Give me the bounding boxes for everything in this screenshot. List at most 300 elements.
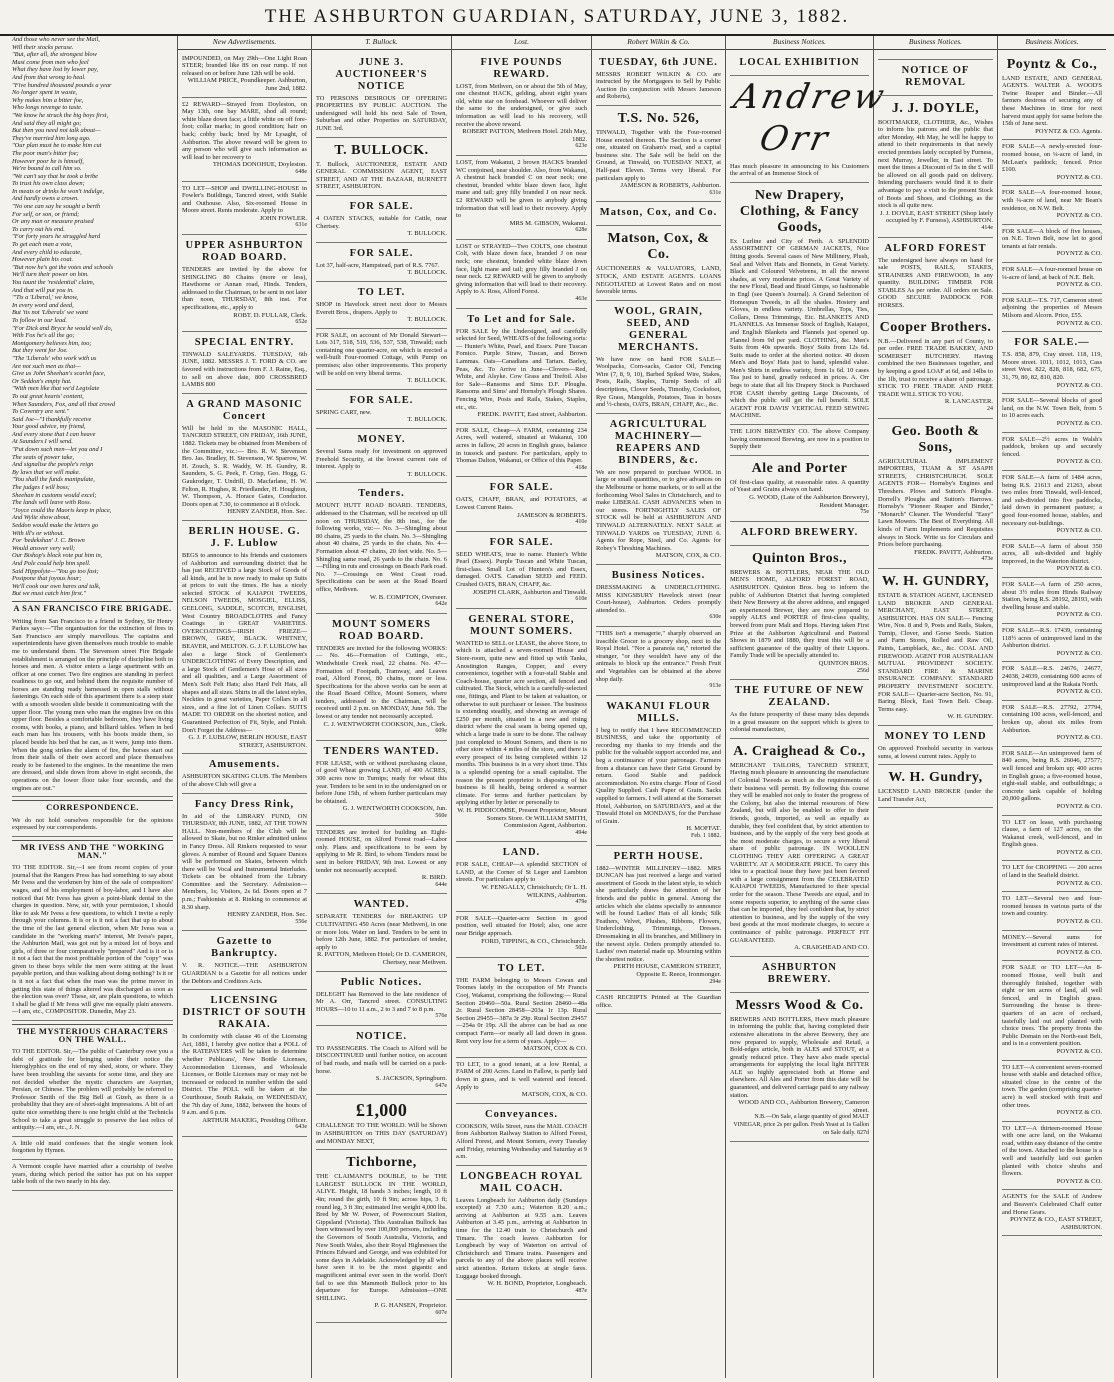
ad-heading: Quinton Bros., bbox=[751, 550, 848, 566]
poem-line: With Fox he's all the go; bbox=[12, 332, 75, 340]
poem-line: "With men like that we'd Legislate bbox=[12, 385, 100, 393]
ad-heading: NOTICE OF REMOVAL bbox=[901, 64, 970, 88]
ad-body: DELEGHT has Removed to the late residence of Mr A. Orr, Tancred street. CONSULTING HOURS—10 to 11 a.m., 2 to 3 and 7 to 8 p.m. bbox=[316, 990, 447, 1013]
ad-signature: R. PATTON, Methven Hotel; Or D. CAMERON, Chertsey, near Methven. bbox=[316, 951, 447, 966]
advertisement bbox=[456, 1104, 587, 1166]
ad-reference: 463e bbox=[575, 296, 587, 303]
poem-line: Said Hippolyte—"You go too fast; bbox=[12, 567, 99, 575]
ad-body: LOST, from Wakanui, 2 brown HACKS branded WC conjoined, near shoulder. Also, from Wakanui, A chestnut hack branded C on near neck; one chestnut, branded white blaze down face, light mane and tail; grey filly branded J on near neck. £2 REWARD will be given to anybody giving information that will lead to their recovery. Apply to bbox=[456, 158, 587, 220]
ad-reference: 647e bbox=[435, 1082, 447, 1089]
ad-body: CASH RECEIPTS Printed at The Guardian office. bbox=[596, 994, 721, 1009]
poem-line: To trust his own class down; bbox=[12, 180, 85, 188]
ad-reference: 652e bbox=[295, 319, 307, 326]
ad-body: FOR SALE—A farm of 250 acres, about 3½ miles from Hinds Railway Station, being R.S. 28192, 28193, with dwelling house and stable. bbox=[1002, 581, 1102, 611]
ad-reference: N.B.—On Sale, a large quantity of good MALT VINEGAR, price 2s per gallon. Fresh Yeast at 1s Gallon on Sale daily. 827d bbox=[733, 1114, 869, 1136]
advertisement bbox=[1002, 1122, 1102, 1191]
poem-line: And from that wrong to heal. bbox=[12, 73, 86, 81]
ad-signature: POYNTZ & CO. bbox=[1056, 319, 1102, 327]
advertisement bbox=[730, 522, 869, 546]
page-column bbox=[452, 36, 592, 1378]
ad-body: N.B.—Delivered in any part of County, to per order. FREE TRADE BAKERY, AND SOMERSET BUTCHERY. Having combined the two Businesses together, and by keeping a good LOAF at 6d, and 14lbs to the 1lb, trust to receive a share of patronage. STICK TO FREE TRADE AND FREE TRADE WILL STICK TO YOU. bbox=[878, 337, 993, 398]
ad-body: BEGS to announce to his friends and customers of Ashburton and surrounding district that he has just RECEIVED a large Stock of Goods of all kinds, and he is now ready to make up Suits at prices to suit the times. He has a nicely selected STOCK of KAIAPOI TWEEDS, NELSON TWEEDS, MOSGIEL, ELLISS, GEELONG, SADDLE, SCOTCH, ENGLISH, West Country BROADCLOTHS and Fancy Coatings in GREAT VARIETIES. OVERCOATINGS—IRISH FRIEZE—BROWN, GREY, BLACK. WHITNEY, BEAVER, and MELTON. G. J. F. LUBLOW has also a large Stock of Gentlemen's UNDERCLOTHING of Every Description, and a large Stock of Gentlemen's Hose of all sizes and all qualities, and a Large Assortment of Men's Soft Felt Hats; also Hard Felt Hats, all shapes and all sizes. Shirts in all the latest styles, Neckties in great varieties, Paper Collars in all sizes, and a fine lot of Linen Collars. SUITS MADE TO ORDER on the shortest notice, and Guaranteed Perfection of Fit, Style, and Finish. Don't Forget the Address— bbox=[182, 551, 307, 734]
ad-heading: WOOL, GRAIN, SEED, AND GENERAL MERCHANTS. bbox=[614, 305, 703, 353]
ad-body: FOR SALE—A four-roomed house on ¼-acre of land, at back of N.E. Belt. bbox=[1002, 266, 1102, 281]
ad-signature: T. BULLOCK. bbox=[407, 416, 447, 424]
ad-signature: HENRY ZANDER, Hon. Sec. bbox=[227, 911, 307, 919]
advertisement bbox=[596, 202, 721, 226]
poem-line: To get each man a vote, bbox=[12, 241, 73, 249]
ad-heading: LAND. bbox=[502, 847, 541, 859]
newspaper-page bbox=[8, 36, 1106, 1378]
ad-signature: POYNTZ & CO. bbox=[1056, 1047, 1102, 1055]
ad-body: I beg to notify that I have RECOMMENCED BUSINESS, and take the opportunity of recording my thanks to my friends and the public for the valuable support accorded me, and beg a continuance of your patronage. Farmers from a distance can have their Grist Ground by return. Good Stable and paddock accommodation. No extra charge. Flour of Good Quality Supplied. Cash Paper of Grain. Sacks supplied to farmers. I will attend at the Somerset Hotel, Ashburton, on SATURDAYS, and at the Tinwald Hotel on MONDAYS, for the Purchase of Grain. bbox=[596, 726, 721, 825]
ad-body: TO LET—Several two and four-roomed houses in various parts of the town and country. bbox=[1002, 895, 1102, 918]
ad-signature: ARTHUR MAKEIG, Presiding Officer. bbox=[202, 1116, 307, 1124]
ad-heading: LICENSING DISTRICT OF SOUTH RAKAIA. bbox=[182, 995, 307, 1031]
newspaper-title: THE ASHBURTON GUARDIAN, SATURDAY, JUNE 3, 1882. bbox=[264, 6, 850, 27]
ad-body: THE FARM belonging to Messrs Cowan and Toomes lately in the occupation of Mr Francis Cooj, Wakanui, comprising the following:— Rural Section 20460—50a. Rural Section 28460—48a 2r. Rural Section 28458—203a 1r 13p. Rural Section 29455—387a 3r 29p. Rural Section 29457—254a 0r 19p. All the above can be had as one compact Farm—or nearly all laid down in grass. Rent very low for a term of years. Apply— bbox=[456, 976, 587, 1045]
poem-line: Seddon would make the letters go bbox=[12, 522, 99, 529]
ad-heading: Cooper Brothers. bbox=[879, 319, 992, 335]
poem-line: Your good advice, my friend, bbox=[12, 423, 86, 431]
advertisement bbox=[182, 990, 307, 1137]
ad-heading: MONEY. bbox=[357, 434, 406, 446]
advertisement bbox=[1002, 332, 1102, 394]
advertisement bbox=[456, 240, 587, 309]
poem-line: To out great hearts' content, bbox=[12, 392, 84, 400]
ad-body: MOUNT HUTT ROAD BOARD. TENDERS, addressed to the Chairman, will be received up till noon on THURSDAY, the 8th inst., for the following works, viz:— No. 3—Shingling about 80 chains, 25 yards to the chain. No. 3—Shingling about 40 chains, 25 yards to the chain. No. 4—Formation about 47 chains, 20 feet wide. No. 5—Shingling same road, 26 yards to the chain. No. 6—Filling in ruts and crossings on Beach Park road. No. 7—Crossings on West Coast road. Specifications can be seen at the Road Board office, Methven. bbox=[316, 502, 447, 593]
poem-line: But we must catch him first." bbox=[12, 590, 87, 598]
poem-line: We're bound to call him so. bbox=[12, 165, 82, 173]
ad-signature: W. H. GUNDRY. bbox=[947, 713, 993, 721]
advertisement bbox=[730, 957, 869, 993]
ad-body: WANTED to SELL or LEASE, the above Store, to which is attached a seven-roomed House and Store-room, quite new and fitted up with Tanks, Anostington Ranges, Copper, and every convenience, together with a four-stall Stable and Coach-house, quarter acre section, all fenced and cultivated. The Stock, which is a carefully-selected one, fittings, and Plant to be taken at valuation, or otherwise to suit purchaser or lessee. The business is extending steadily, and showing an average of £250 per month, situated in a new and rising district where the coal seam is being opened up, which a large trade is sure to be done. The railway just completed to Mount Somers, and there is no other store within 4 miles of the store, and there is every prospect of its being completed within 12 months. This business is in a very short time. This is a splendid opening for a small capitalist. The reason the present proprietor is disposing of his business is ill health, being ordered a warmer climate. For terms and further particulars by applying either by letter or personally to bbox=[456, 639, 587, 807]
ad-heading: WANTED. bbox=[353, 899, 410, 911]
poem-line: By laws that we will make. bbox=[12, 468, 81, 476]
ad-reference: 418e bbox=[575, 464, 587, 471]
ad-body: THE LION BREWERY CO. The above Company having commenced Brewing, are now in a position to Supply their bbox=[730, 428, 869, 451]
ad-signature: PERTH HOUSE, CAMERON STREET, Opposite E. Reece, Ironmonger. bbox=[613, 963, 721, 978]
advertisement bbox=[1002, 225, 1102, 263]
advertisement bbox=[456, 912, 587, 958]
poem-line: And hardly owns a crown. bbox=[12, 195, 79, 203]
poem-line: We'll turn their power on him. bbox=[12, 271, 89, 279]
ad-signature: J. J. DOYLE, EAST STREET (Shop lately occupied by F. Furness), ASHBURTON. bbox=[879, 209, 993, 225]
advertisement bbox=[316, 894, 447, 971]
ad-body: ASHBURTON SKATING CLUB. The Members of the above Club will give a bbox=[182, 773, 307, 788]
ad-reference: 607e bbox=[435, 1309, 447, 1316]
ad-body: Leaves Longbeach for Ashburton daily (Sundays excepted) at 7.30 a.m.; Waterton 8.20 a.m.; arriving at Ashburton at 9.55 a.m. Leaves Ashburton at 3.45 p.m., arriving at Ashburton in time for the 12.40 train to Christchurch and Timaru. The coach leaves Ashburton for Longbeach by way of Waterton on arrival of Christchurch and Timaru trains. Passengers and parcels to any of the above places will receive strict attention. Return tickets at single fares. Luggage booked through. bbox=[456, 1196, 587, 1280]
ad-reference: 479e bbox=[575, 899, 587, 906]
poem-line: What they have lost by lower pay, bbox=[12, 66, 99, 74]
ad-heading: TENDERS WANTED. bbox=[323, 745, 440, 757]
poem-line: And that will put you in. bbox=[12, 286, 74, 294]
advertisement bbox=[316, 390, 447, 429]
ad-signature: POYNTZ & CO. bbox=[1056, 688, 1102, 696]
ad-signature: MATSON, COX, & CO. bbox=[521, 1091, 587, 1099]
advertisement bbox=[596, 627, 721, 696]
poem-line: "The 'Liberals' who work with us bbox=[12, 354, 97, 362]
poem-line: "Put down such men—let you and I bbox=[12, 446, 103, 454]
ad-heading: W. H. GUNDRY, bbox=[881, 573, 990, 589]
section-title: THE MYSTERIOUS CHARACTERS ON THE WALL. bbox=[12, 1024, 173, 1043]
ad-signature: W. H. BOND, Proprietor, Longbeach. bbox=[487, 1280, 587, 1288]
section-title: A SAN FRANCISCO FIRE BRIGADE. bbox=[13, 602, 172, 613]
poem-line: But they went for Joe. bbox=[12, 347, 68, 355]
ad-body: LICENSED LAND BROKER (under the Land Transfer Act, bbox=[878, 788, 993, 803]
ad-reference: Feb. 1 1882. bbox=[691, 833, 721, 839]
ad-signature: POYNTZ & CO., EAST STREET, ASHBURTON. bbox=[1010, 1216, 1102, 1231]
ad-reference: 609e bbox=[435, 728, 447, 735]
ad-signature: ROBERT PATTON, Methven Hotel. 26th May, 1882. bbox=[462, 128, 587, 143]
ad-heading: Geo. Booth & Sons, bbox=[891, 423, 980, 455]
ad-heading: GENERAL STORE, MOUNT SOMERS. bbox=[468, 613, 575, 637]
ad-signature: R. BIRD. bbox=[421, 874, 447, 882]
ad-heading: MONEY TO LEND bbox=[884, 731, 987, 742]
ad-heading: Gazette to Bankruptcy. bbox=[211, 936, 278, 960]
ad-body: FOR LEASE, with or without purchasing clause, of good Wheat growing LAND, of 400 ACRES, 300 acres now in Turnips; ready for wheat this year. Tenders to be sent in to the undersigned on or before June 15th, of whom further particulars may be obtained. bbox=[316, 759, 447, 805]
poem-line: And signalise the people's reign bbox=[12, 461, 94, 469]
advertisement bbox=[730, 52, 869, 76]
advertisement bbox=[1002, 701, 1102, 747]
ad-body: MONEY.—Several sums for investment at current rates of interest. bbox=[1002, 933, 1102, 949]
ad-reference: 623e bbox=[575, 143, 587, 150]
ad-heading: J. J. DOYLE, bbox=[891, 100, 980, 116]
poem-line: The judges I will boss; bbox=[12, 484, 70, 492]
ad-body: BREWERS AND BOTTLERS, Have much pleasure in informing the public that, having completed their extensive alterations in the above Brewery, they are now prepared to supply, Wholesale and Retail, a Bold-edges article, both in ALES and STOUT, at a greatly reduced price. They have also made special arrangements for supplying the local light BITTER ALE so highly appreciated both at Home and elsewhere. All Ales and Porter from this date will be guaranteed, and delivered carriage paid to any railway station. bbox=[730, 1015, 869, 1099]
ad-heading: AGRICULTURAL MACHINERY—REAPERS AND BINDERS, &c. bbox=[609, 418, 708, 466]
poem-line: Or any man or measure praised bbox=[12, 218, 94, 226]
poem-line: And every stone that I can heave bbox=[12, 430, 96, 438]
ad-body: OATS, CHAFF, BRAN, and POTATOES, at Lowest Current Rates. bbox=[456, 496, 587, 511]
advertisement bbox=[456, 842, 587, 912]
ad-signature: P. G. HANSEN, Proprietor. bbox=[374, 1302, 447, 1310]
ad-signature: JOHN FOWLER. bbox=[259, 214, 307, 222]
ad-body: We have now on hand FOR SALE— Woolpacks, Corn-sacks, Castor Oil, Fencing Wire (7, 8, 9, 10), Barbed Spiked Wire, Stakes, Posts, Rails, Staples, Turnip Seeds of all descriptions, Clover Seeds, Timothy, Cocksfoot, Rye Grass, Mangolds, Potatoes, Teas in boxes and ½-chests, OATS, BRAN, CHAFF, &c., &c. bbox=[596, 355, 721, 409]
poem-line: But 'tis not 'Liberals' we want bbox=[12, 309, 89, 317]
ad-heading: TO LET. bbox=[497, 962, 546, 974]
advertisement bbox=[182, 182, 307, 236]
ad-body: FOR SALE, CHEAP—A splendid SECTION of LAND, at the Corner of St Leger and Lambton streets. For particulars apply to bbox=[456, 861, 587, 884]
ad-body: FOR SALE, Cheap—A FARM, containing 234 Acres, well watered, situated at Wakanui, 100 acres in fallow, 20 acres in English grass, balance in tussock and pasture. For particulars, apply to Thomas Dalton, Wakanui, or Office of this Paper. bbox=[456, 426, 587, 465]
poem-line: And said they all might go; bbox=[12, 119, 82, 127]
advertisement bbox=[316, 429, 447, 483]
poem-line: For self, or son, or friend; bbox=[12, 210, 80, 218]
ad-reference: 648e bbox=[295, 168, 307, 175]
ad-heading: FOR SALE. bbox=[349, 394, 414, 406]
ad-reference: 502e bbox=[575, 945, 587, 952]
ad-body: AUCTIONEERS & VALUATORS, LAND, STOCK, AND ESTATE AGENTS. LOANS NEGOTIATED at Lowest Rates and on most favorable terms. bbox=[596, 265, 721, 296]
ad-body: FOR SALE—2½ acres in Walsh's paddock, broken up and securely fenced. bbox=[1002, 435, 1102, 458]
ad-heading: JUNE 3. AUCTIONEER'S NOTICE bbox=[335, 56, 428, 92]
poem-line: No longer spent in waste, bbox=[12, 89, 78, 97]
poem-line: For 'bedekshan' J. C. Brown bbox=[12, 537, 85, 545]
advertisement bbox=[596, 106, 721, 202]
advertisement bbox=[596, 226, 721, 300]
ad-body: TO PERSONS DESIROUS OF OFFERING PROPERTIES BY PUBLIC AUCTION. The undersigned will hold his next Sale of Town, Suburban and other Properties on SATURDAY, JUNE 3rd. bbox=[316, 94, 447, 132]
ad-body: COOKSON, Wills Street, runs the MAIL COACH from Ashburton Railway Station to Alford Forest, Alford Forest, and Mount Somers, every Tuesday and Friday, returning Wednesday and Saturday at 9 a.m. bbox=[456, 1122, 587, 1161]
poem-line: Would answer very well; bbox=[12, 544, 76, 552]
advertisement bbox=[456, 424, 587, 478]
ad-body: In conformity with clause 46 of the Licensing Act, 1881, I hereby give notice that a POLL of the RATEPAYERS will be taken to determine whether Publicans', New Bottle Licenses, Accommodation Licenses, and Wholesale Licenses, or Bottle Licenses may or may not be increased or reduced in number within the said District. The POLL will be taken at the Courthouse, South Rakaia, on WEDNESDAY, the 7th day of June, 1882, between the hours of 9 a.m. and 6 p.m. bbox=[182, 1033, 307, 1117]
ad-body: TENDERS are invited for building an Eight-roomed HOUSE, on Alford Forest road—Labor only. Plans and specifications to be seen by applying to Mr R. Bird, to whom Tenders must be sent in before FRIDAY, 9th inst. Lowest or any tender not necessarily accepted. bbox=[316, 828, 447, 874]
ad-heading: Business Notices. bbox=[611, 569, 706, 581]
ad-body: MESSRS ROBERT WILKIN & CO. are instructed by the Mortgagees to Sell by Public Auction (in conjunction with Messrs Jameson and Roberts), bbox=[596, 70, 721, 101]
ad-signature: FORD, TIPPING, & CO., Christchurch. bbox=[481, 937, 587, 945]
advertisement bbox=[730, 993, 869, 1143]
ad-heading: Matson, Cox, & Co. bbox=[607, 231, 710, 263]
ad-body: Several Sums ready for investment on approved Freehold Security, at the lowest current rate of interest. Apply to bbox=[316, 448, 447, 471]
ad-heading: MOUNT SOMERS ROAD BOARD. bbox=[331, 618, 432, 642]
ad-heading: FOR SALE. bbox=[489, 536, 554, 548]
advertisement bbox=[182, 754, 307, 793]
advertisement bbox=[182, 521, 307, 754]
poem-line: "We know he struck the big boys first, bbox=[12, 111, 109, 119]
poem-line: Who longs revenge to taste. bbox=[12, 104, 83, 112]
ad-body: FOR SALE—A four-roomed house, with ¼-acre of land, near Mr Bean's residence, on N.W. Belt. bbox=[1002, 189, 1102, 212]
ad-body: FOR SALE—R.S. 17439, containing 118½ acres of unimproved land in the Ashburton district. bbox=[1002, 627, 1102, 650]
ad-body: TO LET—A convenient seven-roomed house with stable and detached office, situated close to the centre of the town. The garden (comprising quarter-acre) is well stocked with fruit and other trees. bbox=[1002, 1063, 1102, 1109]
ad-signature: G. J. F. LUBLOW, BERLIN HOUSE, EAST STREET, ASHBURTON. bbox=[188, 734, 307, 749]
advertisement bbox=[456, 1166, 587, 1301]
ad-signature: MRS M. GIBSON, Wakanui. bbox=[509, 219, 587, 227]
advertisement bbox=[1002, 52, 1102, 141]
ad-signature: T. BULLOCK. bbox=[407, 470, 447, 478]
poem-line: To carry out his end. bbox=[12, 225, 65, 233]
ad-reference: 414e bbox=[981, 224, 993, 231]
poem-line: "'Tis a 'Liberal,' we know, bbox=[12, 294, 78, 302]
poem-line: The seats of power take, bbox=[12, 453, 74, 461]
ad-body: FOR SALE—Quarter-acre Section in good position, well situated for Hotel; also, one acre near Bridge approach. bbox=[456, 914, 587, 938]
ad-signature: POYNTZ & CO. Agents. bbox=[1035, 127, 1102, 135]
advertisement bbox=[1002, 931, 1102, 962]
advertisement bbox=[878, 315, 993, 419]
ad-reference: 631e bbox=[295, 222, 307, 229]
ad-signature: POYNTZ & CO. bbox=[1056, 918, 1102, 926]
poem-line: Are not such men as that— bbox=[12, 362, 81, 370]
ad-body: FOR SALE—Several blocks of good land, on the N.W. Town Belt, from 5 to 10 acres each. bbox=[1002, 397, 1102, 420]
ad-signature: POYNTZ & CO. bbox=[1056, 458, 1102, 466]
poem-line: Must come from men who feel bbox=[12, 58, 89, 66]
poem-line: But then you need not talk about— bbox=[12, 127, 101, 135]
advertisement bbox=[1002, 540, 1102, 578]
advertisement bbox=[596, 846, 721, 992]
poem-line: With ill's or without. bbox=[12, 529, 65, 537]
ad-reference: 75e bbox=[860, 509, 869, 516]
poem-line: The poor man's bitter foe; bbox=[12, 149, 79, 157]
ad-heading: Ale and Porter bbox=[751, 460, 848, 476]
advertisement bbox=[316, 1026, 447, 1096]
advertisement bbox=[730, 456, 869, 522]
ad-heading: Tichborne, bbox=[346, 1155, 417, 1171]
ad-reference: 473e bbox=[981, 556, 993, 563]
advertisement bbox=[878, 96, 993, 238]
ad-body: On approved Freehold security in various sums, at lowest current rates. Apply to bbox=[878, 745, 993, 760]
poem-line: In every word and deed, bbox=[12, 301, 74, 309]
ad-heading: TUESDAY, 6th JUNE. bbox=[599, 56, 718, 68]
ad-signature: HENRY ZANDER, Hon. Sec. bbox=[227, 508, 307, 516]
advertisement bbox=[1002, 294, 1102, 332]
ad-heading: NOTICE. bbox=[355, 1030, 408, 1042]
advertisement bbox=[878, 726, 993, 765]
ad-body: We are now prepared to purchase WOOL in large or small quantities, or to give advances on the Melbourne or home markets, or to sell at the forthcoming Wool Sales in Christchurch, and to make LIBERAL CASH ADVANCES when in our stores. FORTNIGHTLY SALES OF STOCK will be held at ASHBURTON AND TINWALD ALTERNATELY. NEXT SALE at TINWALD YARDS on TUESDAY, JUNE 6. Agents for Rope, Steel, and Co. Agents for Robey's Threshing Machines. bbox=[596, 468, 721, 552]
ad-heading: FOR SALE.— bbox=[1014, 337, 1090, 349]
advertisement bbox=[182, 794, 307, 932]
advertisement bbox=[456, 532, 587, 609]
ad-signature: T. BULLOCK. bbox=[407, 269, 447, 277]
column-heading: Lost. bbox=[452, 36, 591, 50]
ad-signature: FREDK. PAVITT, East street, Ashburton. bbox=[477, 411, 587, 419]
ad-reference: 610e bbox=[575, 596, 587, 603]
ad-reference: 294e bbox=[709, 978, 721, 985]
advertisement bbox=[316, 1095, 447, 1150]
ad-body: Of first-class quality, at reasonable rates. A quantity of Yeast and Grains always on hand. bbox=[730, 478, 869, 494]
ad-heading: Poyntz & Co., bbox=[1006, 56, 1098, 72]
ad-signature: POYNTZ & CO. bbox=[1056, 848, 1102, 856]
ad-heading: Public Notices. bbox=[340, 976, 423, 988]
ad-reference: 560e bbox=[435, 813, 447, 819]
ad-body: TINWALD SALEYARDS. TUESDAY, 6th JUNE, 1882. MESSRS J. T. FORD & CO. are favored with instructions from F. J. Raine, Esq., to sell on above date, 800 CROSSBRED LAMBS 800 bbox=[182, 350, 307, 389]
ad-body: IMPOUNDED, on May 29th—One Light Roan STEER; branded like 8S on rear rump. If not released on or before June 12th will be sold. bbox=[182, 54, 307, 77]
poem-line: Will their stocks peruse. bbox=[12, 43, 74, 51]
advertisement bbox=[316, 972, 447, 1026]
poem-line: Montgomery believes him, too; bbox=[12, 339, 92, 347]
ad-heading: FIVE POUNDS REWARD. bbox=[480, 56, 563, 80]
ad-signature: MATSON, COX, & CO. bbox=[655, 552, 721, 560]
ad-body: SEED WHEATS, true to name. Hunter's White Pearl (Essex). Purple Tuscan and White Tuscan, first-class. Small Lot of Hunters's and Essex, damaged. OATS. Canadian SEED and FEED. Crushed OATS, BRAN, CHAFF, &c. bbox=[456, 550, 587, 589]
article-paragraph bbox=[12, 1137, 173, 1160]
ad-heading: Amusements. bbox=[208, 759, 281, 771]
ad-signature: C. J. WENTWORTH COOKSON, Jun., Clerk. bbox=[323, 720, 447, 728]
ad-heading: Conveyances. bbox=[485, 1108, 558, 1120]
ad-body: FOR SALE—A farm of about 350 acres, all sub-divided and highly improved, in the Waterton district. bbox=[1002, 542, 1102, 565]
ad-signature: G. J. WENTWORTH COOKSON, Jun. bbox=[342, 805, 447, 813]
advertisement bbox=[316, 52, 447, 138]
ad-heading: W. H. Gundry, bbox=[888, 770, 983, 786]
ad-signature: POYNTZ & CO. bbox=[1056, 1109, 1102, 1117]
poem-line: "But now he's got the votes and schools bbox=[12, 263, 114, 271]
page-column bbox=[8, 36, 178, 1378]
poem-line: And those who never see the Mail, bbox=[12, 36, 100, 43]
ad-signature: S. JACKSON, Springburn. bbox=[375, 1075, 447, 1083]
poem-line: We'll cook our own hares and talk, bbox=[12, 582, 101, 590]
signature-logo: Andrew Orr bbox=[730, 76, 891, 159]
poem-line: Postpone that joyous hour; bbox=[12, 575, 82, 583]
ad-signature: FREDK. PAVITT, Ashburton. bbox=[914, 548, 993, 556]
column-heading: T. Bullock. bbox=[312, 36, 451, 50]
ad-signature: JAMESON & ROBERTS. bbox=[517, 511, 587, 519]
advertisement bbox=[316, 741, 447, 826]
column-heading: Robert Wilkin & Co. bbox=[592, 36, 725, 50]
ad-heading: UPPER ASHBURTON ROAD BOARD. bbox=[185, 240, 304, 264]
ad-body: FOR SALE or TO LET—An 8-roomed House, well built and thoroughly finished, together with eight or ten acres of land, all well fenced, and in English grass. Surrounding the house is three-quarters of an acre of orchard, tastefully laid out and planted with choice trees. The property fronts the Public Domain on the North-east Belt, and is in a convenient position. bbox=[1002, 964, 1102, 1048]
poem-line: "Our plan must be to make him cut bbox=[12, 142, 102, 150]
ad-signature: POYNTZ & CO. bbox=[1056, 948, 1102, 956]
ad-reference: 410e bbox=[575, 519, 587, 526]
ad-heading: To Let and for Sale. bbox=[467, 313, 576, 325]
ad-signature: WILLIAM PRICE, Poundkeeper. Ashburton, June 2nd, 1882. bbox=[187, 77, 307, 92]
advertisement bbox=[1002, 186, 1102, 224]
ad-reference: 256d bbox=[857, 667, 869, 674]
paragraph-text: Writing from San Francisco to a friend in Sydney, Sir Henry Parkes says:—"The organisation for the extinction of fires in San Francisco are simply marvellous. The captains and superintendents have given themselves much trouble to enable me to understand them. The Stevenson street Fire Brigade establishment is arranged on the principle of discipline both in horses and men. A visitor enters a large apartment with an officer at one corner. Two fire engines are standing in perfect readiness to go out, and behind them the requisite number of horses are standing ready harnessed in open stalls without fastenings. On each side of this apartment there is a steep stair with a smooth wooden slide beside it communicating with the upper floor. The young men who man the engines live on this upper floor. Besides a comfortable bedroom, they have living rooms, with books, a piano, and billiard tables. When in bed each man has his trousers, with his boots inside them, so placed beside his bed that he can, as it were, jump into them. When the gong strikes the alarm of fire, the horses start out from their stalls of their own accord and place themselves ready to be fastened to the engines. In the meantime the men are dressed, and slide down from above in eight seconds, the operations on the lower floor take four seconds, and the engines are out." bbox=[12, 617, 173, 792]
advertisement bbox=[316, 329, 447, 390]
ad-body: TO LET on lease, with purchasing clause, a farm of 127 acres, on the Wakanui creek, well-fenced, and in English grass. bbox=[1002, 818, 1102, 849]
ad-heading: Tenders. bbox=[358, 488, 405, 500]
ad-signature: A. CRAIGHEAD AND CO. bbox=[794, 944, 869, 952]
ad-body: LOST or STRAYED—Two COLTS, one chestnut Colt, with blaze down face, branded J on near neck; one chestnut, branded white blaze down face, light mane and tail; grey filly branded J on near neck. £2 REWARD will be given to anybody giving information that will lead to their recovery. Apply to A. Ross, Alford Forest. bbox=[456, 242, 587, 296]
ad-body: TO LET for CROPPING — 200 acres of land in the Seafield district. bbox=[1002, 864, 1102, 880]
ad-body: THE CLAIMANT'S DOUBLE, to be THE LARGEST BULLOCK IN THE WORLD, ALIVE. Height, 18 hands 3 inches; length, 10 ft 4in; round the girth, 10 ft 9in; across hips, 3 ft; round leg, 3 ft 3in; estimated live weight 4,000 lbs. Bred by Mr W. Power, of Powerscourt Station, Gippsland (Victoria). This Australian Bullock has been witnessed by over 100,000 persons, including the Governors of South Australia, Victoria, and New South Wales, also their Royal Highnesses the Princes Edward and George, and was exhibited for some days in Adelaide. Acknowledged by all who have seen it to be the most gigantic and magnificent animal ever seen in the world. Don't fail to see this Mammoth Bullock prior to his departure for Europe. Admission—ONE SHILLING. bbox=[316, 1173, 447, 1302]
ad-heading: BERLIN HOUSE. G. J. F. Lublow bbox=[188, 525, 301, 549]
advertisement bbox=[316, 243, 447, 282]
advertisement bbox=[1002, 892, 1102, 930]
ad-signature: R. LANCASTER. bbox=[944, 398, 993, 406]
advertisement bbox=[596, 414, 721, 565]
ad-signature: POYNTZ & CO. bbox=[1056, 611, 1102, 619]
poem-line: "Five hundred thousand pounds a year bbox=[12, 81, 112, 89]
advertisement bbox=[1002, 747, 1102, 816]
ad-signature: POYNTZ & CO. bbox=[1056, 565, 1102, 573]
ad-body: TINWALD, Together with the Four-roomed House erected thereon. The Section is a corner one, situated on Graham's road, and a capital business site. The Sale will be held on the Ground, at Tinwald, on TUESDAY NEXT, at Half-past Eleven. Terms very liberal. For particulars apply to bbox=[596, 128, 721, 182]
ad-body: AGRICULTURAL IMPLEMENT IMPORTERS, TUAM & ST ASAPH STREETS, CHRISTCHURCH. SOLE AGENTS FOR— Hornsby's Engines and Threshers. Plows and Sutton's Ploughs. Dorrell's Ploughs and Sutton's Harrows. Hornsby's "Pioneer Reaper and Binder," "Monarch" Cleaner. The Wonderful "Easy" Lawn Mowers. The Best of Everything. All kinds of Farm Implements and Requisites always in Stock. Write us for Circulars and Prices before purchasing. bbox=[878, 457, 993, 549]
ad-body: £2 REWARD—Strayed from Doyleston, on May 13th, one bay MARE, shod all round; white blaze down face; a little white on off fore-foot; collar marks; in good condition; hair on back; cobby back; bred by Mr Lysaght, of Ashburton. The above reward will be given to any person who will give such information as will lead to her recovery to bbox=[182, 100, 307, 161]
ad-signature: POYNTZ & CO. bbox=[1056, 212, 1102, 220]
poem-line: However plain his coat. bbox=[12, 256, 74, 264]
ad-heading: ALFORD FOREST bbox=[884, 242, 987, 254]
poem-line: You taunt the 'residential' claim, bbox=[12, 279, 95, 286]
advertisement bbox=[1002, 140, 1102, 186]
paragraph-text: A little old maid confesses that the single women look forgotten by Hymen. bbox=[12, 1139, 173, 1155]
paragraph-text: TO THE EDITOR. Sir,—I see from recent copies of your journal that the Rangers Press has had something to say about Mr Ivess and the workmen by him of the sale of compositors' wages, and of his employment of boy-labor, and I have also noticed that Mr Ivess has given a point-blank denial to the charges in question. Now, sir, with your permission, I should like to ask Mr Ivess a few questions, to which I invite a reply through your columns. It is or is it not a fact that up to about the time of the last general election, when Mr Ivess was a candidate in the "working man's" interest, Mr Ivess's paper, the Ashburton Mail, was got out by a mixed lot of boys and girls, of three or four comparatively "prepared" And is it or is it not a fact that the most profitable portion of the "copy" was given to these boys while the men were sitting at the least payable portion, and thus walking about doing nothing? Is it or is it not a fact that when the man was the prime mover in getting this state of things altered was discharged as soon as the election was over? These, sir, are plain questions, to which I shall be glad if Mr Ivess will give me equally plain answers.—I am, etc., COMPOSITOR. Dunedin, May 23. bbox=[12, 864, 173, 1016]
advertisement bbox=[730, 739, 869, 957]
ad-body: ESTATE & STATION AGENT, LICENSED LAND BROKER AND GENERAL MERCHANT, EAST STREET, ASHBURTON. HAS ON SALE— Fencing Wire, Nos. 8 and 9, Posts and Rails, Stakes, Turnip, Clover, and Gorse Seeds. Station and Farm Stores, Rolled and Raw Oil, Paints, Lampblack, &c., &c. COAL AND FIREWOOD. AGENT FOR AUSTRALIAN MUTUAL PROVIDENT SOCIETY. STANDARD FIRE & MARINE INSURANCE COMPANY. STANDARD PROPERTY INVESTMENT SOCIETY. FOR SALE— Quarter-acre Section, No. 91, Baring Block, East Town Belt. Cheap. Terms easy. bbox=[878, 591, 993, 713]
ad-heading: A. Craighead & Co., bbox=[733, 743, 866, 759]
ad-signature: MATSON, COX & CO. bbox=[523, 1045, 587, 1053]
advertisement bbox=[182, 931, 307, 990]
advertisement bbox=[316, 1150, 447, 1322]
ad-signature: POYNTZ & CO. bbox=[1056, 649, 1102, 657]
advertisement bbox=[182, 98, 307, 182]
poem-line: At Saunders I will send. bbox=[12, 438, 73, 446]
ad-heading: PERTH HOUSE. bbox=[613, 850, 704, 862]
ad-body: SEPARATE TENDERS for BREAKING UP CULTIVATING 450 Acres (near Methven), in one or more lots. Water on land. Tenders to be sent in before 12th June, 1882. For particulars of tender, apply to bbox=[316, 913, 447, 951]
ad-body: Will be held in the MASONIC HALL, TANCRED STREET, ON FRIDAY, 16th JUNE, 1882. Tickets may be obtained from Members of the Committee, viz.:— Bro. R. W. Stevenson Bro. Jas. Bradley, H. Stevenson, W. Sparrow, W. H. Zouch, S. R. Waddy, W. H. Gundry, R. Saunders, S. G. Peek, F. Crisp, Geo. Hogg, G. Gaukrodger, T. Undrill, D. Macfarlane, H. W. Felton, R. Hughes, R. Friedlander, H. Houghton, W. Thompson, A. Horace Gates, Conductor. Doors open at 7.30, to commence at 8 o'clock. bbox=[182, 424, 307, 508]
poem-line: Said Joe—"I thankfully receive bbox=[12, 415, 92, 423]
advertisement bbox=[878, 238, 993, 315]
ad-body: SHOP in Havelock street next door to Messrs Everett Bros., drapers. Apply to bbox=[316, 300, 447, 316]
ad-heading: THE FUTURE OF NEW ZEALAND. bbox=[734, 685, 865, 709]
page-column bbox=[592, 36, 726, 1378]
ad-heading: FOR SALE. bbox=[349, 247, 414, 259]
ad-heading: T. BULLOCK. bbox=[334, 142, 429, 158]
ad-reference: 576e bbox=[435, 1013, 447, 1020]
advertisement bbox=[596, 301, 721, 414]
ad-signature: POYNTZ & CO. bbox=[1056, 527, 1102, 535]
ad-heading: ALFORD BREWERY. bbox=[740, 526, 859, 538]
ad-heading: ASHBURTON BREWERY. bbox=[762, 961, 837, 985]
ad-reference: 556e bbox=[295, 918, 307, 925]
ad-body: TENDERS are invited by the above for SHINGLING 80 Chains (more or less), Hawthorne or Annan road, Hinds. Tenders, addressed to the Chairman, to be sent in not later than noon, THURSDAY, 8th inst. For specifications, etc., apply to bbox=[182, 266, 307, 312]
advertisement bbox=[730, 680, 869, 739]
advertisement bbox=[182, 52, 307, 98]
advertisement bbox=[316, 614, 447, 741]
advertisement bbox=[456, 156, 587, 240]
masthead bbox=[0, 0, 1114, 36]
advertisement bbox=[1002, 1190, 1102, 1236]
poem-line: The lands will leave with Ross. bbox=[12, 499, 92, 507]
ad-signature: W. H. PIDDICOMBE, Present Proprietor, Mount Somers Store. Or WILLIAM SMITH, Commission Agent, Ashburton. bbox=[457, 806, 587, 830]
advertisement bbox=[316, 138, 447, 196]
